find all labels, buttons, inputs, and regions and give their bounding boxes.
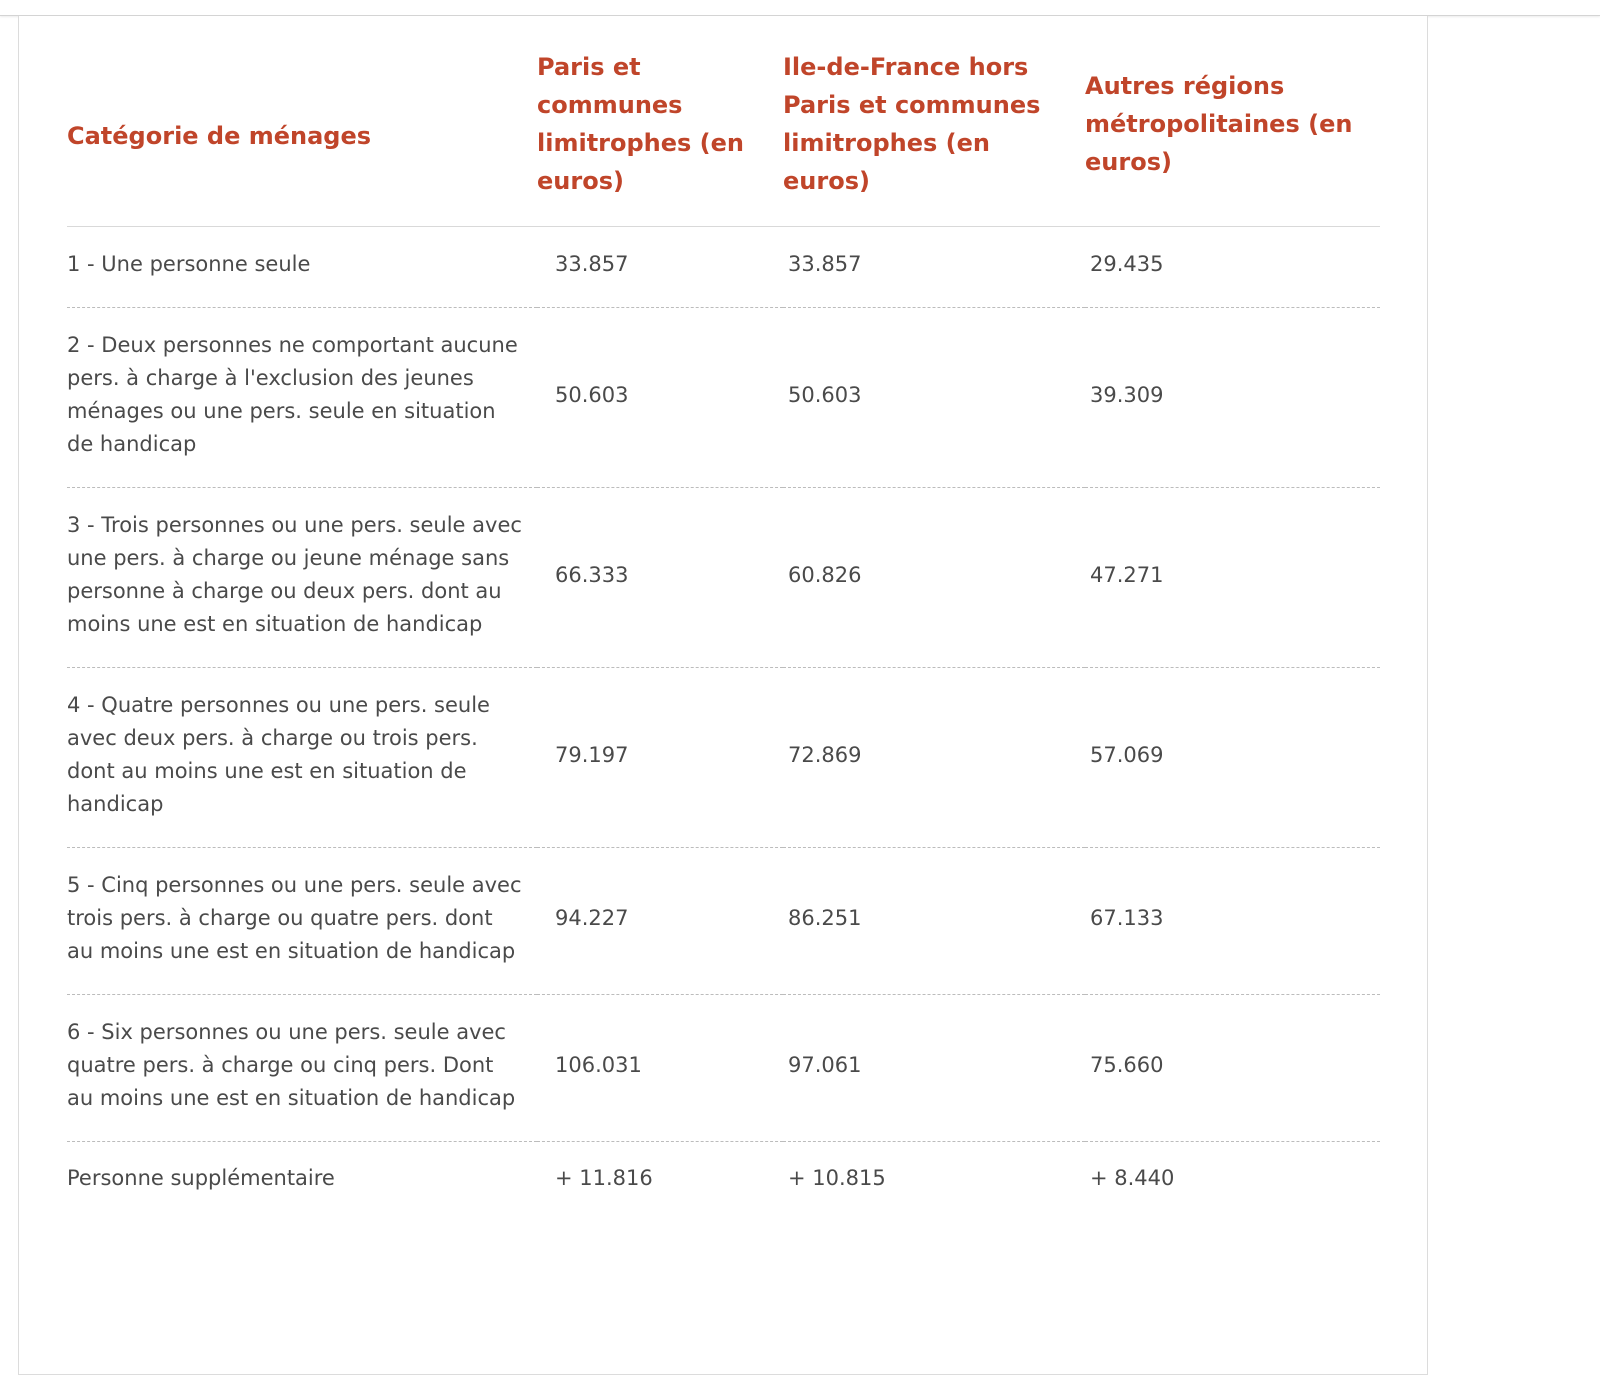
table-row: [67, 668, 1380, 848]
header-paris: Paris et communes limitrophes (en euros): [537, 46, 783, 227]
paris-value-cell: + 11.816: [555, 1166, 653, 1190]
header-other-regions: Autres régions métropolitaines (en euros): [1085, 46, 1380, 227]
other-regions-value-cell: 39.309: [1085, 308, 1380, 488]
category-cell: 6 - Six personnes ou une pers. seule avec quatre pers. à charge ou cinq pers. Dont au moins une est en situation de handicap: [67, 995, 537, 1142]
other-regions-value-cell: 29.435: [1085, 227, 1380, 308]
table-header-row: [67, 46, 1380, 227]
header-household-category: Catégorie de ménages: [67, 46, 537, 227]
income-ceiling-table: [67, 46, 1380, 1209]
idf-value-cell: 50.603: [783, 308, 1085, 488]
paris-value-cell: 50.603: [537, 308, 783, 488]
idf-value-cell: + 10.815: [788, 1166, 886, 1190]
paris-value-cell: 94.227: [537, 848, 783, 995]
idf-value-cell: 86.251: [783, 848, 1085, 995]
category-cell: 4 - Quatre personnes ou une pers. seule avec deux pers. à charge ou trois pers. dont au moins une est en situation de handicap: [67, 668, 537, 848]
category-cell: Personne supplémentaire: [67, 1166, 335, 1190]
other-regions-value-cell: + 8.440: [1090, 1166, 1175, 1190]
top-bar: [0, 0, 1600, 16]
table-row: [67, 1142, 1380, 1210]
table-row: [67, 995, 1380, 1142]
table-row: [67, 488, 1380, 668]
idf-value-cell: 60.826: [783, 488, 1085, 668]
paris-value-cell: 106.031: [537, 995, 783, 1142]
table-row: [67, 227, 1380, 308]
category-cell: 2 - Deux personnes ne comportant aucune pers. à charge à l'exclusion des jeunes ménages ou une pers. seule en situation de handicap: [67, 308, 537, 488]
idf-value-cell: 33.857: [783, 227, 1085, 308]
paris-value-cell: 33.857: [537, 227, 783, 308]
category-cell: 1 - Une personne seule: [67, 227, 537, 308]
category-cell: 3 - Trois personnes ou une pers. seule avec une pers. à charge ou jeune ménage sans personne à charge ou deux pers. dont au moins une est en situation de handicap: [67, 488, 537, 668]
other-regions-value-cell: 57.069: [1085, 668, 1380, 848]
table-row: [67, 308, 1380, 488]
paris-value-cell: 66.333: [537, 488, 783, 668]
other-regions-value-cell: 47.271: [1085, 488, 1380, 668]
paris-value-cell: 79.197: [537, 668, 783, 848]
category-cell: 5 - Cinq personnes ou une pers. seule avec trois pers. à charge ou quatre pers. dont au moins une est en situation de handicap: [67, 848, 537, 995]
other-regions-value-cell: 75.660: [1085, 995, 1380, 1142]
other-regions-value-cell: 67.133: [1085, 848, 1380, 995]
table-row: [67, 848, 1380, 995]
header-ile-de-france: Ile-de-France hors Paris et communes limitrophes (en euros): [783, 46, 1085, 227]
idf-value-cell: 72.869: [783, 668, 1085, 848]
content-card: [18, 16, 1428, 1375]
idf-value-cell: 97.061: [783, 995, 1085, 1142]
